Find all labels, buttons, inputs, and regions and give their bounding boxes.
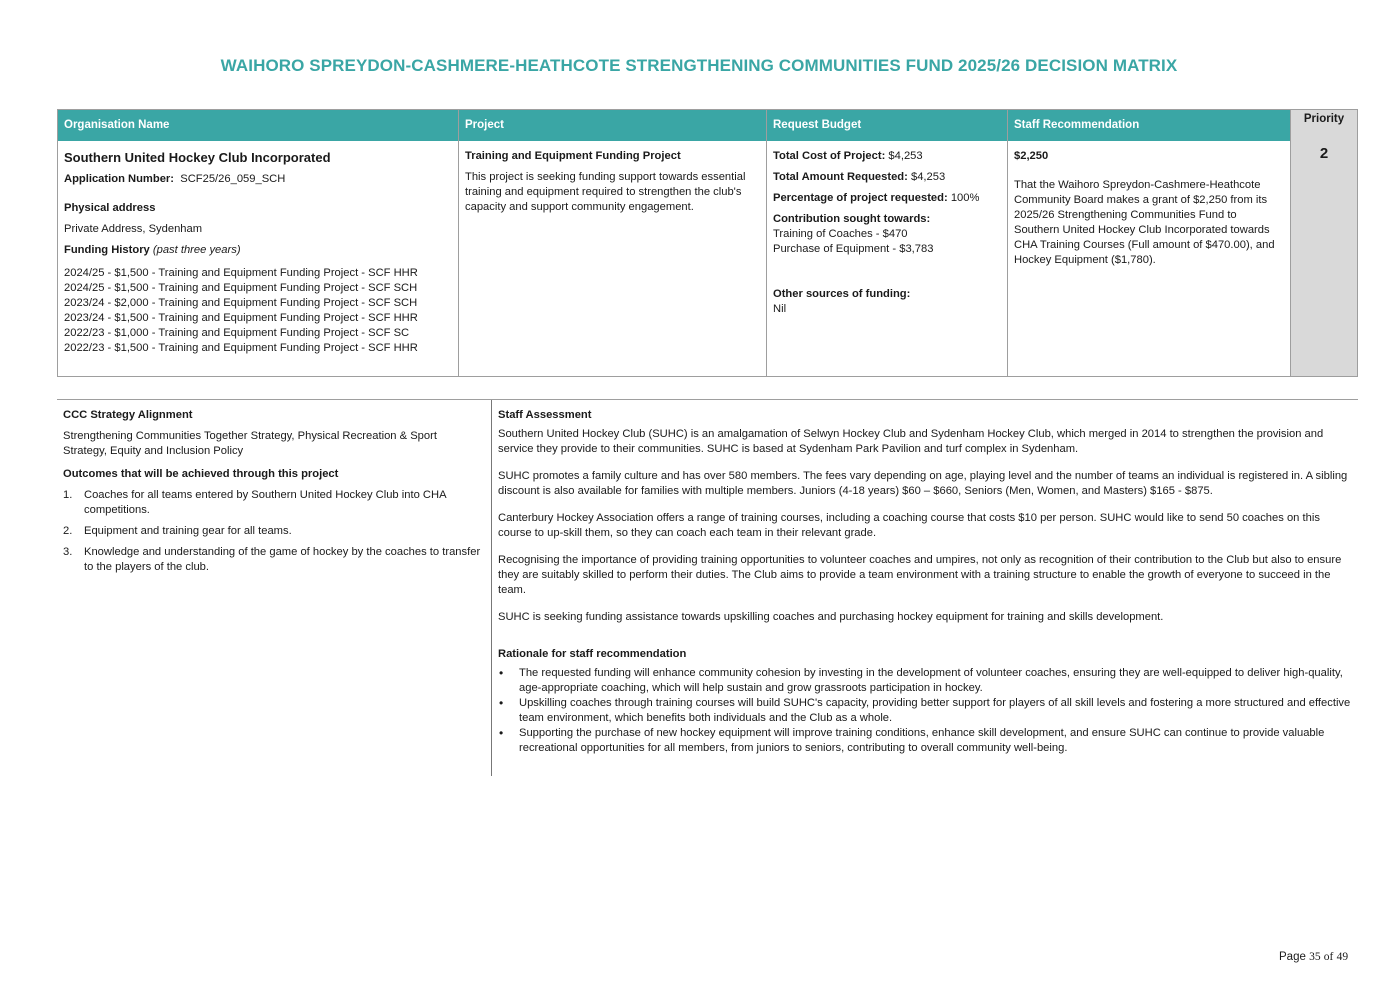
application-number-line [64,172,452,187]
assessment-paragraph: SUHC promotes a family culture and has over 580 members. The fees vary depending on age, playing level and the number of teams an individual is registered in. A sibling discount is also available for families with multiple members. Juniors (4-18 years) $60 – $660, Seniors (Men, Women, and Masters) $165 - $875. [498,470,1348,497]
contribution-item: Training of Coaches - $470 [773,228,908,240]
outcome-item: 1. Coaches for all teams entered by Southern United Hockey Club into CHA competitions. [63,489,446,516]
strategy-alignment-section [63,408,483,581]
header-organisation-name: Organisation Name [58,110,459,141]
funding-history-item: 2023/24 - $2,000 - Training and Equipment Funding Project - SCF SCH [64,297,418,309]
organisation-name: Southern United Hockey Club Incorporated [64,150,331,165]
funding-history-note: (past three years) [152,244,241,256]
funding-history-item: 2022/23 - $1,000 - Training and Equipment Funding Project - SCF SC [64,327,410,339]
assessment-paragraph: Recognising the importance of providing training opportunities to volunteer coaches and umpires, not only as recognition of their contribution to the Club but also to ensure they are suitably skilled to perform their duties. The Club aims to provide a team environment with a training structure to enable the growth of everyone to succeed in the team. [498,554,1342,596]
other-sources: Nil [773,303,787,315]
rationale-item: • Supporting the purchase of new hockey equipment will improve training conditions, enhance skill development, and ensure SUHC can continue to provide valuable recreational opportunities for all members, from juniors to seniors, contributing to overall community well-being. [498,726,1353,756]
staff-recommendation-cell [1008,141,1290,376]
staff-assessment-section [498,408,1353,756]
percentage-label: Percentage of project requested: [773,192,948,204]
other-sources-label: Other sources of funding: [773,288,911,300]
recommended-amount: $2,250 [1014,150,1049,162]
rationale-item: • The requested funding will enhance community cohesion by investing in the development of volunteer coaches, ensuring they are well-equipped to deliver high-quality, age-appropriate coaching, which will help sustain and grow grassroots participation in hockey. [498,666,1353,696]
strategy-alignment-label: CCC Strategy Alignment [63,409,193,421]
recommendation-text: That the Waihoro Spreydon-Cashmere-Heathcote Community Board makes a grant of $2,250 from its 2025/26 Strengthening Communities Fund to Southern United Hockey Club Incorporated towards CHA Training Courses (Full amount of $470.00), and Hockey Equipment ($1,780). [1014,179,1275,266]
total-requested-label: Total Amount Requested: [773,171,908,183]
section-divider [57,399,1358,400]
header-priority: Priority [1303,113,1345,125]
page-label: Page [1279,951,1306,963]
funding-history-item: 2024/25 - $1,500 - Training and Equipment Funding Project - SCF HHR [64,267,418,279]
project-name: Training and Equipment Funding Project [465,150,681,162]
page-current: 35 [1309,951,1321,963]
assessment-paragraph: SUHC is seeking funding assistance towards upskilling coaches and purchasing hockey equipment for training and skills development. [498,611,1164,623]
priority-value: 2 [1319,145,1329,162]
percentage: 100% [950,192,980,204]
page-of: of [1323,951,1334,963]
outcomes-label: Outcomes that will be achieved through this project [63,468,339,480]
funding-history-heading [64,243,452,258]
header-request-budget: Request Budget [767,110,1008,141]
total-requested-line [773,170,1001,185]
application-number-label: Application Number: [64,173,175,185]
document-title: WAIHORO SPREYDON-CASHMERE-HEATHCOTE STRENGTHENING COMMUNITIES FUND 2025/26 DECISION MATRIX [220,56,1178,75]
application-number: SCF25/26_059_SCH [180,173,286,185]
physical-address: Private Address, Sydenham [64,223,203,235]
rationale-item: • Upskilling coaches through training courses will build SUHC's capacity, providing better support for players of all skill levels and fostering a more structured and effective team environment, which benefits both individuals and the Club as a whole. [498,696,1353,726]
contribution-label: Contribution sought towards: [773,213,931,225]
decision-matrix-table [57,109,1358,377]
funding-history-item: 2023/24 - $1,500 - Training and Equipment Funding Project - SCF HHR [64,312,418,324]
total-cost-label: Total Cost of Project: [773,150,886,162]
header-staff-recommendation: Staff Recommendation [1008,110,1291,141]
page-total: 49 [1336,951,1349,963]
project-description: This project is seeking funding support towards essential training and equipment required to strengthen the club's capacity and support community engagement. [465,171,746,213]
total-requested: $4,253 [910,171,946,183]
assessment-paragraph: Canterbury Hockey Association offers a range of training courses, including a coaching course that costs $10 per person. SUHC would like to send 50 coaches on this course to up-skill them, so they can coach each team in their relevant grade. [498,512,1320,539]
rationale-label: Rationale for staff recommendation [498,648,687,660]
request-budget-cell [767,141,1007,376]
project-cell [459,141,766,376]
outcome-item: 2. Equipment and training gear for all teams. [63,525,292,537]
physical-address-label: Physical address [64,202,156,214]
funding-history-item: 2022/23 - $1,500 - Training and Equipment Funding Project - SCF HHR [64,342,418,354]
rationale-list [498,666,1353,756]
page-number [1279,950,1348,965]
outcome-item: 3. Knowledge and understanding of the game of hockey by the coaches to transfer to the players of the club. [63,546,481,573]
outcomes-list [63,488,483,575]
total-cost: $4,253 [888,150,923,162]
organisation-cell [58,141,458,376]
total-cost-line [773,149,1001,164]
funding-history-list [64,266,452,356]
assessment-paragraph: Southern United Hockey Club (SUHC) is an amalgamation of Selwyn Hockey Club and Sydenham Hockey Club, which merged in 2014 to strengthen the provision and service they provide to their communities. SUHC is based at Sydenham Park Pavilion and turf complex in Sydenham. [498,428,1324,455]
contribution-item: Purchase of Equipment - $3,783 [773,243,934,255]
funding-history-item: 2024/25 - $1,500 - Training and Equipment Funding Project - SCF SCH [64,282,418,294]
funding-history-label: Funding History [64,244,150,256]
staff-assessment-label: Staff Assessment [498,409,592,421]
header-project: Project [459,110,767,141]
section-column-divider [491,400,492,776]
percentage-line [773,191,1001,206]
strategy-alignment-text: Strengthening Communities Together Strategy, Physical Recreation & Sport Strategy, Equity and Inclusion Policy [63,430,437,457]
